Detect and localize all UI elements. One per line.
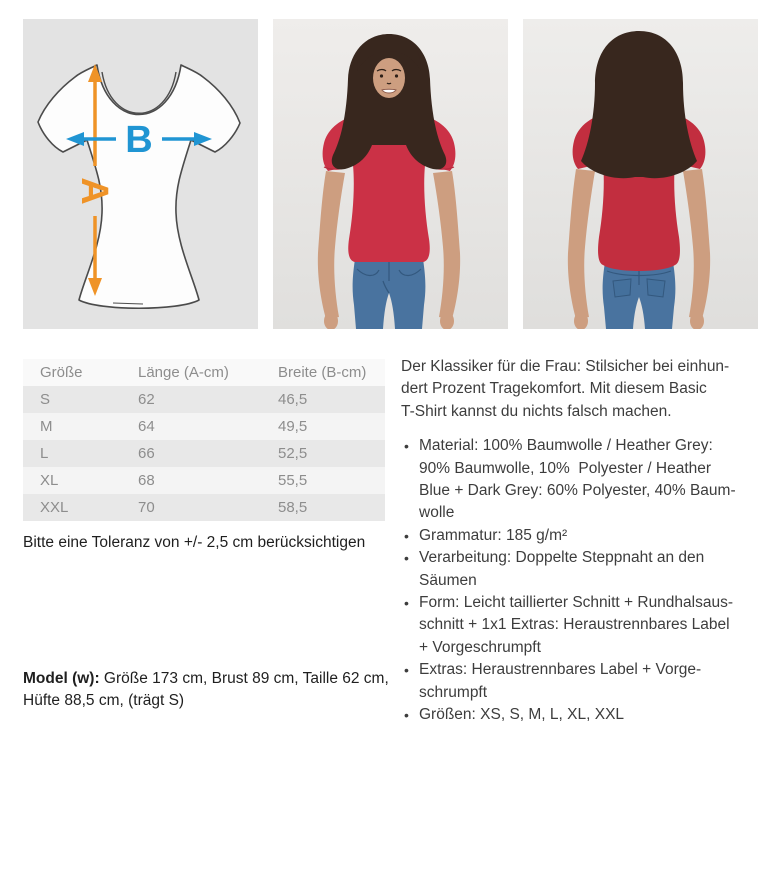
size-diagram (23, 19, 258, 329)
product-images-row (23, 19, 758, 329)
size-table (23, 359, 385, 521)
col-header-size: Größe (40, 364, 83, 381)
model-front-photo (273, 19, 508, 329)
list-item: • Extras: Heraustrennbares Label + Vorge- schrumpft (401, 659, 767, 704)
list-item: • Verarbeitung: Doppelte Steppnaht an den Säumen (401, 547, 767, 592)
model-info-text: Größe 173 cm, Brust 89 cm, Taille 62 cm, Hüfte 88,5 cm, (trägt S) (23, 670, 389, 709)
size-diagram-image (23, 19, 258, 329)
label-b: B (125, 119, 153, 161)
table-header-row (23, 359, 385, 386)
bullet-icon: • (404, 438, 409, 455)
model-info (23, 668, 393, 712)
table-row: M 64 49,5 (23, 413, 385, 440)
list-item: • Größen: XS, S, M, L, XL, XXL (401, 704, 767, 726)
table-row: S 62 46,5 (23, 386, 385, 413)
col-header-width: Breite (B-cm) (278, 364, 367, 381)
bullet-icon: • (404, 595, 409, 612)
table-row: XXL 70 58,5 (23, 494, 385, 521)
table-row: XL 68 55,5 (23, 467, 385, 494)
product-description (401, 356, 767, 727)
bullet-icon: • (404, 527, 409, 544)
bullet-icon: • (404, 550, 409, 567)
description-bullet-list (401, 435, 767, 726)
model-back-illustration (523, 19, 758, 329)
list-item: • Grammatur: 185 g/m² (401, 525, 767, 547)
bullet-icon: • (404, 662, 409, 679)
model-info-label: Model (w): (23, 670, 100, 687)
model-back-photo (523, 19, 758, 329)
label-a: A (73, 177, 115, 205)
model-front-illustration (273, 19, 508, 329)
size-info-column (23, 359, 389, 712)
table-row: L 66 52,5 (23, 440, 385, 467)
col-header-length: Länge (A-cm) (138, 364, 229, 381)
list-item: • Material: 100% Baumwolle / Heather Grey: 90% Baumwolle, 10% Polyester / Heather Blue + Dark Grey: 60% Polyester, 40% Baum- wolle (401, 435, 767, 525)
list-item: • Form: Leicht taillierter Schnitt + Rundhalsaus- schnitt + 1x1 Extras: Heraustrennbares Label + Vorgeschrumpft (401, 592, 767, 659)
tolerance-note: Bitte eine Toleranz von +/- 2,5 cm berücksichtigen (23, 534, 366, 551)
description-intro: Der Klassiker für die Frau: Stilsicher bei einhun- dert Prozent Tragekomfort. Mit diesem Basic T-Shirt kannst du nichts falsch machen. (401, 358, 730, 420)
bullet-icon: • (404, 707, 409, 724)
